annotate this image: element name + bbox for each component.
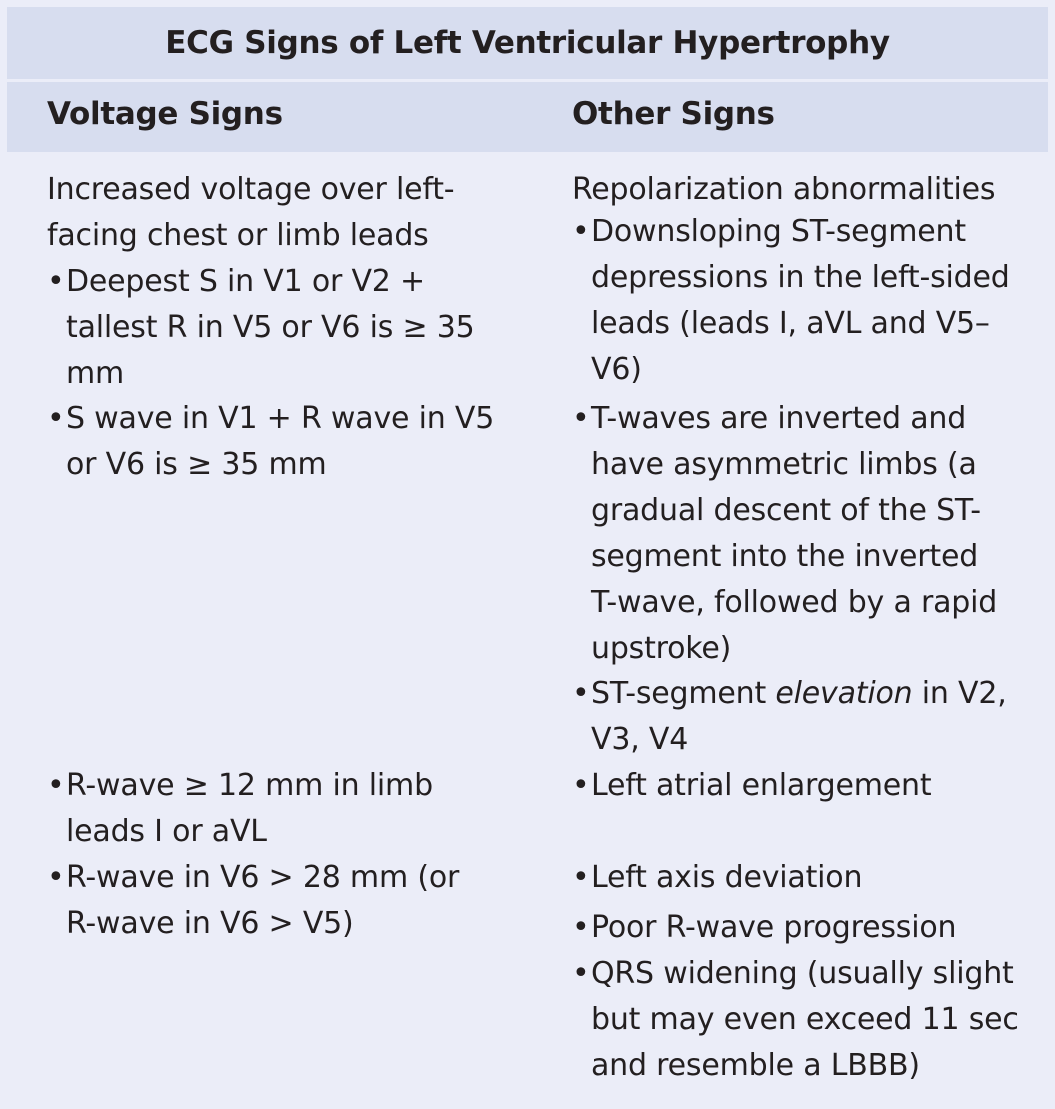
list-item xyxy=(572,905,1031,951)
bullet-icon: • xyxy=(572,768,590,803)
other-sign-item xyxy=(572,905,1022,951)
column-header-voltage-signs: Voltage Signs xyxy=(47,96,283,132)
other-sign-item xyxy=(572,855,1022,901)
bullet-icon: • xyxy=(572,860,590,895)
list-item-text: Deepest S in V1 or V2 + tallest R in V5 or V6 is ≥ 35 mm xyxy=(66,264,475,391)
voltage-sign-item xyxy=(47,855,507,947)
bullet-icon: • xyxy=(572,956,590,991)
list-item-text xyxy=(591,676,1007,757)
bullet-icon: • xyxy=(47,401,65,436)
st-elevation-prefix: ST-segment xyxy=(591,676,776,711)
bullet-icon: • xyxy=(572,214,590,249)
list-item xyxy=(572,763,1031,809)
bullet-icon: • xyxy=(572,401,590,436)
list-item xyxy=(572,951,1041,1089)
list-item xyxy=(572,855,1031,901)
list-item xyxy=(47,855,491,947)
list-item-text: Downsloping ST-segment depressions in the left-sided leads (leads I, aVL and V5–V6) xyxy=(591,214,1010,387)
table-title: ECG Signs of Left Ventricular Hypertrophy xyxy=(165,25,890,61)
list-item-text: Left axis deviation xyxy=(591,860,863,895)
table-title-bar xyxy=(7,7,1048,79)
list-item xyxy=(572,396,1011,672)
bullet-icon: • xyxy=(47,860,65,895)
bullet-icon: • xyxy=(47,264,65,299)
list-item xyxy=(572,671,1031,763)
list-item-text: R-wave ≥ 12 mm in limb leads I or aVL xyxy=(66,768,433,849)
other-signs-intro-text: Repolarization abnormalities xyxy=(572,172,996,207)
voltage-sign-item xyxy=(47,763,507,855)
st-elevation-emphasis: elevation xyxy=(775,676,913,711)
voltage-sign-item xyxy=(47,259,507,397)
other-sign-item xyxy=(572,951,1022,1089)
list-item-text: Left atrial enlargement xyxy=(591,768,932,803)
st-elevation-suffix: in V2, V3, V4 xyxy=(591,676,1007,757)
other-sign-item xyxy=(572,209,1022,393)
list-item-text: Poor R-wave progression xyxy=(591,910,957,945)
list-item xyxy=(47,259,486,397)
list-item xyxy=(572,209,1031,393)
list-item-text: S wave in V1 + R wave in V5 or V6 is ≥ 35 mm xyxy=(66,401,495,482)
list-item-text: T-waves are inverted and have asymmetric limbs (a gradual descent of the ST-segment into the inverted T-wave, followed by a rapid upstroke) xyxy=(591,401,998,666)
list-item-text: QRS widening (usually slight but may even exceed 11 sec and resemble a LBBB) xyxy=(591,956,1019,1083)
bullet-icon: • xyxy=(47,768,65,803)
other-sign-item xyxy=(572,763,1022,809)
voltage-sign-item xyxy=(47,396,507,488)
list-item xyxy=(47,396,516,488)
bullet-icon: • xyxy=(572,910,590,945)
list-item xyxy=(47,763,466,855)
list-item-text: R-wave in V6 > 28 mm (or R-wave in V6 > V5) xyxy=(66,860,460,941)
bullet-icon: • xyxy=(572,676,590,711)
column-header-row xyxy=(7,82,1048,152)
column-header-other-signs: Other Signs xyxy=(572,96,775,132)
voltage-intro-text: Increased voltage over left-facing chest or limb leads xyxy=(47,172,455,253)
other-sign-item xyxy=(572,396,1022,672)
other-sign-item xyxy=(572,671,1022,763)
